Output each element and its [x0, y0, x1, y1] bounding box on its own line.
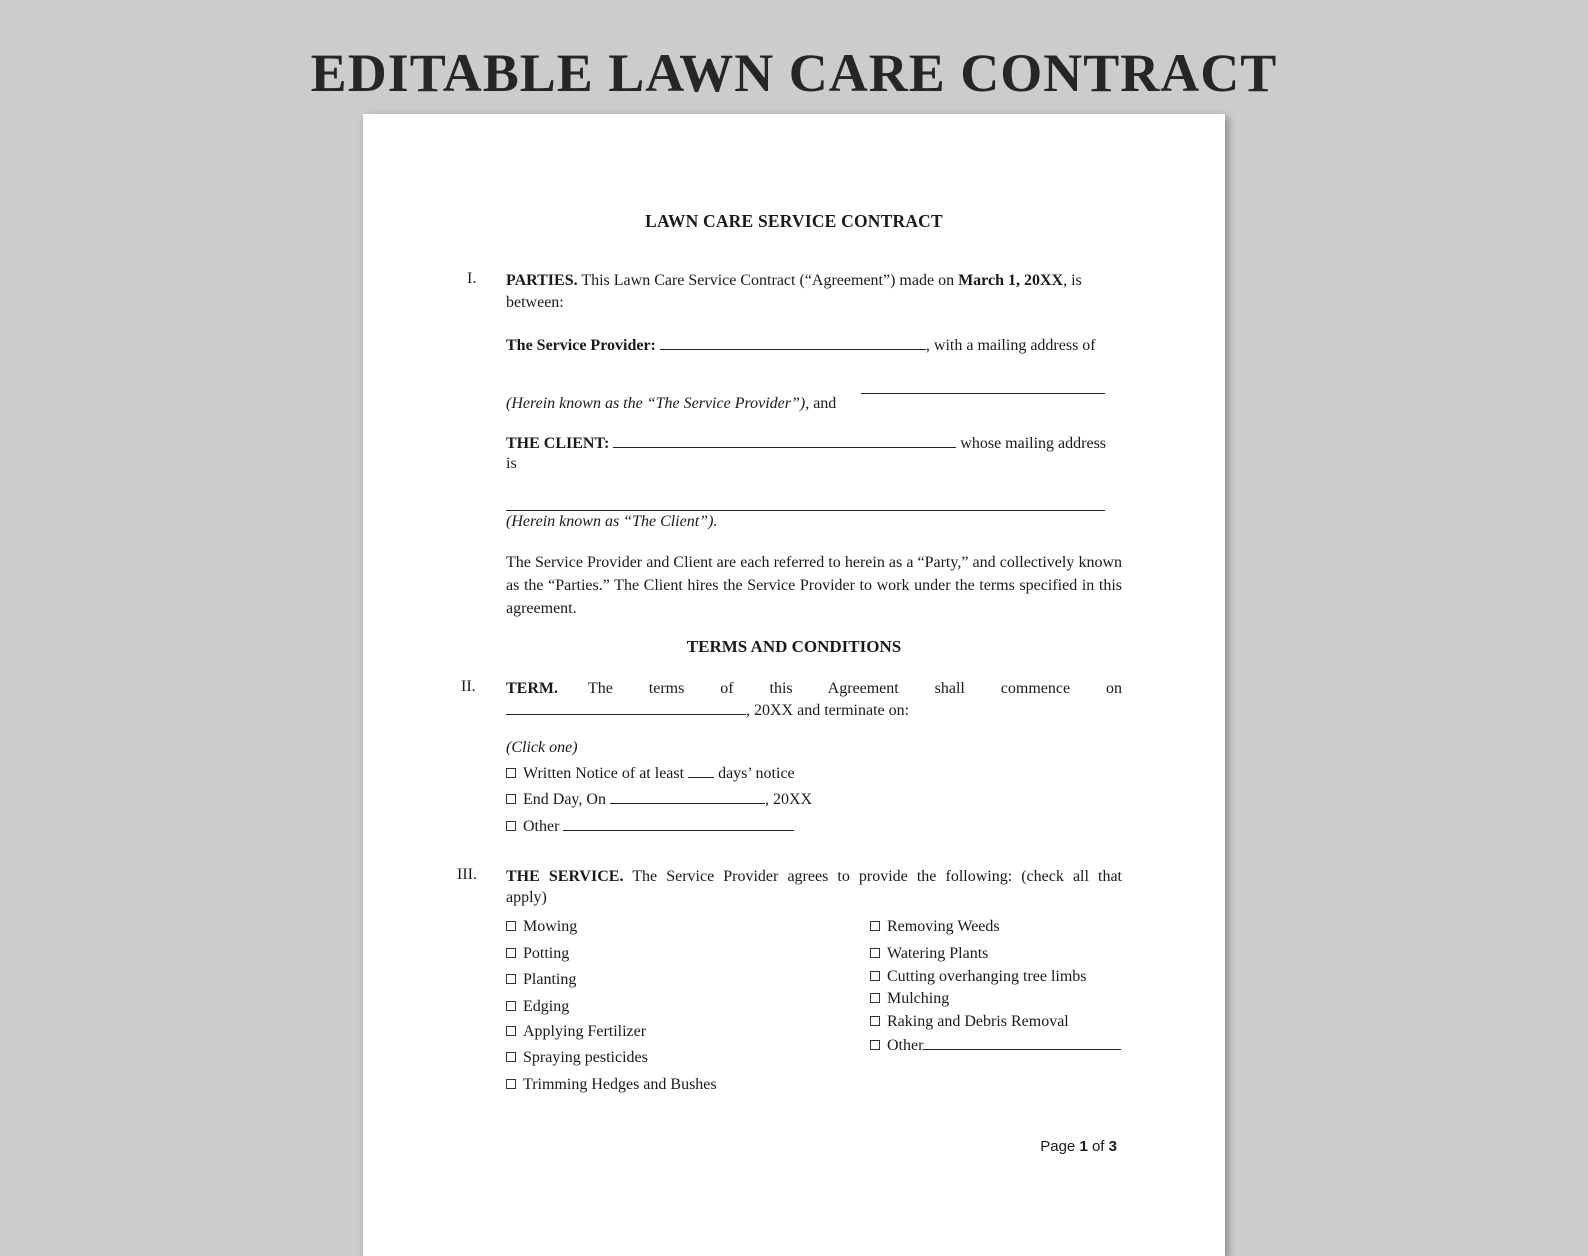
service-option-label: Applying Fertilizer — [523, 1023, 647, 1040]
service-checkbox[interactable] — [506, 1001, 516, 1011]
parties-intro-text: This Lawn Care Service Contract (“Agreement”) made on — [581, 272, 955, 289]
service-option[interactable] — [870, 916, 1000, 937]
parties-intro — [506, 270, 1082, 291]
service-option-label: Edging — [523, 998, 570, 1015]
service-provider-label: The Service Provider: — [506, 337, 656, 354]
service-provider-name-field[interactable] — [660, 334, 926, 350]
service-option-label: Mulching — [887, 990, 950, 1007]
term-option-end-day-label-a: End Day, On — [523, 791, 606, 808]
service-option-label: Cutting overhanging tree limbs — [887, 968, 1087, 985]
page-of: of — [1091, 1138, 1105, 1155]
client-name-field[interactable] — [613, 432, 956, 448]
service-provider-address-field[interactable] — [861, 393, 1105, 394]
service-checkbox[interactable] — [870, 1016, 880, 1026]
term-option-other[interactable] — [506, 815, 794, 837]
service-option[interactable] — [506, 1021, 646, 1042]
service-option[interactable] — [870, 988, 949, 1009]
service-checkbox[interactable] — [506, 921, 516, 931]
service-option[interactable] — [870, 1011, 1069, 1032]
service-other-field[interactable] — [923, 1034, 1121, 1050]
service-option[interactable] — [870, 943, 988, 964]
section-numeral-service: III. — [457, 866, 477, 883]
term-other-field[interactable] — [563, 815, 794, 831]
term-option-notice-label-a: Written Notice of at least — [523, 765, 685, 782]
end-day-date-field[interactable] — [610, 788, 765, 804]
term-option-notice-label-b: days’ notice — [718, 765, 795, 782]
service-checkbox[interactable] — [870, 971, 880, 981]
term-option-end-day-checkbox[interactable] — [506, 794, 516, 804]
client-suffix: whose mailing address — [960, 435, 1107, 452]
service-option-label: Planting — [523, 971, 577, 988]
term-text: The terms of this Agreement shall commence on — [588, 680, 1122, 697]
service-checkbox[interactable] — [506, 948, 516, 958]
service-option-label: Trimming Hedges and Bushes — [523, 1076, 717, 1093]
term-heading: TERM. — [506, 680, 558, 697]
service-provider-suffix: , with a mailing address of — [925, 337, 1096, 354]
term-option-other-label: Other — [523, 818, 560, 835]
term-option-end-day[interactable] — [506, 788, 812, 810]
service-option[interactable] — [506, 996, 569, 1017]
service-checkbox[interactable] — [870, 993, 880, 1003]
client-known: (Herein known as “The Client”). — [506, 513, 718, 530]
service-provider-known-and: and — [813, 395, 837, 412]
parties-paragraph: The Service Provider and Client are each referred to herein as a “Party,” and collectively known as the “Parties.” The Client hires the Service Provider to work under the terms specified in this agreement. — [506, 554, 1122, 617]
service-option-label: Removing Weeds — [887, 918, 1000, 935]
service-option[interactable] — [506, 1047, 648, 1068]
service-checkbox[interactable] — [506, 974, 516, 984]
parties-intro-line2: between: — [506, 294, 564, 311]
service-checkbox[interactable] — [870, 948, 880, 958]
section-numeral-term: II. — [461, 678, 476, 695]
service-checkbox[interactable] — [506, 1052, 516, 1062]
term-start-date-field[interactable] — [506, 699, 746, 715]
page-current: 1 — [1079, 1138, 1088, 1155]
client-row — [506, 432, 1106, 454]
service-provider-known: (Herein known as the “The Service Provider”), — [506, 395, 810, 412]
section-numeral-parties: I. — [467, 270, 477, 287]
term-option-notice[interactable] — [506, 762, 795, 784]
service-checkbox[interactable] — [506, 1079, 516, 1089]
client-label: THE CLIENT: — [506, 435, 610, 452]
service-option-other[interactable] — [870, 1034, 1121, 1056]
contract-date: March 1, 20XX — [958, 272, 1064, 289]
service-provider-row — [506, 334, 1096, 356]
terms-heading: TERMS AND CONDITIONS — [686, 637, 902, 656]
service-line1 — [506, 866, 1122, 887]
service-option-label: Other — [887, 1037, 924, 1054]
page-number — [1040, 1138, 1117, 1155]
service-option-label: Watering Plants — [887, 945, 989, 962]
service-option-label: Raking and Debris Removal — [887, 1013, 1069, 1030]
term-line2-suffix: , 20XX and terminate on: — [746, 702, 910, 719]
term-option-notice-checkbox[interactable] — [506, 768, 516, 778]
service-provider-known-row — [506, 393, 836, 414]
service-checkbox[interactable] — [870, 1040, 880, 1050]
service-heading: THE SERVICE. — [506, 868, 624, 885]
service-option[interactable] — [506, 1074, 717, 1095]
service-option[interactable] — [870, 966, 1087, 987]
term-line2 — [506, 699, 909, 721]
page-label: Page — [1040, 1138, 1076, 1155]
service-option-label: Spraying pesticides — [523, 1049, 648, 1066]
service-option[interactable] — [506, 916, 577, 937]
page-total: 3 — [1108, 1138, 1117, 1155]
document-title: LAWN CARE SERVICE CONTRACT — [645, 211, 943, 231]
click-one-instruction: (Click one) — [506, 739, 578, 756]
notice-days-field[interactable] — [688, 762, 714, 778]
service-option[interactable] — [506, 943, 569, 964]
term-line1 — [506, 678, 1122, 699]
service-text-line2: apply) — [506, 889, 547, 906]
parties-intro-end: , is — [1063, 272, 1082, 289]
term-option-end-day-label-b: , 20XX — [764, 791, 813, 808]
service-option-label: Mowing — [523, 918, 578, 935]
parties-heading: PARTIES. — [506, 272, 578, 289]
term-option-other-checkbox[interactable] — [506, 821, 516, 831]
service-option[interactable] — [506, 969, 576, 990]
service-checkbox[interactable] — [506, 1026, 516, 1036]
service-text: The Service Provider agrees to provide the following: (check all that — [632, 868, 1123, 885]
service-checkbox[interactable] — [870, 921, 880, 931]
service-option-label: Potting — [523, 945, 570, 962]
document-page — [363, 114, 1225, 1256]
banner-title: EDITABLE LAWN CARE CONTRACT — [310, 43, 1278, 103]
client-suffix-line2: is — [506, 455, 517, 472]
